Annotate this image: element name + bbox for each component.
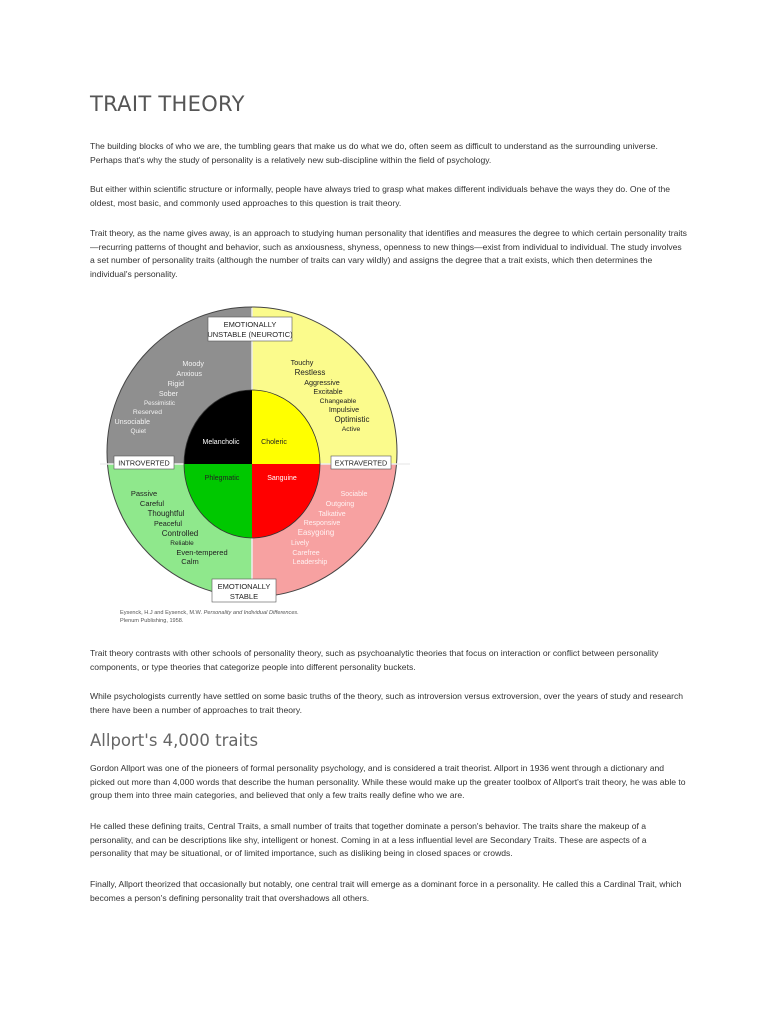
intro-paragraph-1: The building blocks of who we are, the tumbling gears that make us do what we do, often seem as difficult to understand as the surrounding universe. Perhaps that's why the study of personality is a relatively new sub-discipline within the field of psychology. [90,141,658,165]
trait-thoughtful: Thoughtful [147,509,185,518]
left-axis-label: INTROVERTED [118,458,170,468]
trait-peaceful: Peaceful [154,519,182,528]
trait-calm: Calm [181,557,199,566]
body-paragraph-2: While psychologists currently have settled on some basic truths of the theory, such as introversion versus extroversion, over the years of study and research there have been a number of approaches to trait theory. [90,691,684,715]
trait-optimistic: Optimistic [334,415,370,424]
trait-touchy: Touchy [290,358,314,367]
phlegmatic-label: Phlegmatic [204,475,240,482]
right-axis-label: EXTRAVERTED [334,458,388,468]
caption-authors: Eysenck, H.J and Eysenck, M.W. [120,610,203,616]
trait-moody: Moody [182,359,204,368]
trait-passive: Passive [130,489,158,498]
allport-paragraph-3: Finally, Allport theorized that occasionally but notably, one central trait will emerge as a dominant force in a personality. He called this a Cardinal Trait, which becomes a person's defining personality trait that overshadows all others. [90,879,682,903]
trait-easygoing: Easygoing [297,528,335,537]
allport-paragraph-1: Gordon Allport was one of the pioneers of formal personality psychology, and is considered a trait theorist. Allport in 1936 went through a dictionary and picked out more than 4,000 words that describe the human personality. While these would make up the greater toolbox of Allport's trait theory, he was able to group them into three main categories, and believed that only a few traits really define who we are. [90,763,686,801]
trait-careful: Careful [139,499,165,508]
sanguine-label: Sanguine [267,475,297,482]
allport-paragraph-2: He called these defining traits, Central Traits, a small number of traits that together dominate a person's behavior. The traits share the makeup of a personality, and can be descriptions like shy, intelligent or honest. Coming in at a less influential level are Secondary Traits. These are aspects of a personality that may be situational, or of limited importance, such as disliking being in closed spaces or crowds. [90,821,647,859]
trait-quiet: Quiet [130,428,146,435]
choleric-label: Choleric [261,439,287,446]
top-axis-label-2: UNSTABLE (NEUROTIC) [207,330,293,339]
trait-responsive: Responsive [303,520,341,527]
trait-changeable: Changeable [319,398,357,405]
trait-restless: Restless [294,368,326,377]
trait-impulsive: Impulsive [328,405,360,414]
top-axis-label-1: EMOTIONALLY [223,320,277,329]
trait-sociable: Sociable [340,491,368,498]
trait-active: Active [341,426,361,433]
figure-caption [120,610,360,625]
trait-reserved: Reserved [132,409,162,416]
page-title: TRAIT THEORY [90,92,245,116]
trait-anxious: Anxious [176,369,202,378]
intro-paragraph-2: But either within scientific structure or informally, people have always tried to grasp what makes different individuals behave the ways they do. One of the oldest, most basic, and commonly used approaches to this question is trait theory. [90,184,671,208]
trait-talkative: Talkative [318,511,346,518]
bottom-axis-label-2: STABLE [229,592,259,601]
bottom-axis-label-1: EMOTIONALLY [217,582,271,591]
trait-lively: Lively [291,540,309,547]
trait-outgoing: Outgoing [325,501,355,508]
personality-wheel-figure [100,300,410,640]
trait-controlled: Controlled [161,529,199,538]
trait-excitable: Excitable [313,387,343,396]
melancholic-label: Melancholic [202,439,240,446]
body-paragraph-1: Trait theory contrasts with other schools of personality theory, such as psychoanalytic theories that focus on interaction or conflict between personality components, or type theories that categorize people into different personality buckets. [90,648,659,672]
caption-book: Personality and Individual Differences. [203,610,299,616]
intro-paragraph-3: Trait theory, as the name gives away, is an approach to studying human personality that identifies and measures the degree to which certain personality traits—recurring patterns of thought and behavior, such as anxiousness, shyness, openness to new things—exist from individual to individual. The study involves a set number of personality traits (although the number of traits can vary wildly) and assigns the degree that a trait exists, which then determines the individual's personality. [90,228,687,279]
trait-sober: Sober [158,389,178,398]
caption-publisher: Plenum Publishing, 1958. [120,617,184,624]
section-title-allport: Allport's 4,000 traits [90,731,259,750]
personality-wheel-diagram [100,300,410,605]
trait-carefree: Carefree [292,550,320,557]
trait-aggressive: Aggressive [304,378,340,387]
trait-even-tempered: Even-tempered [176,548,228,557]
trait-rigid: Rigid [167,379,184,388]
trait-reliable: Reliable [170,540,194,547]
trait-pessimistic: Pessimistic [144,400,175,407]
trait-leadership: Leadership [292,559,328,566]
trait-unsociable: Unsociable [114,417,150,426]
